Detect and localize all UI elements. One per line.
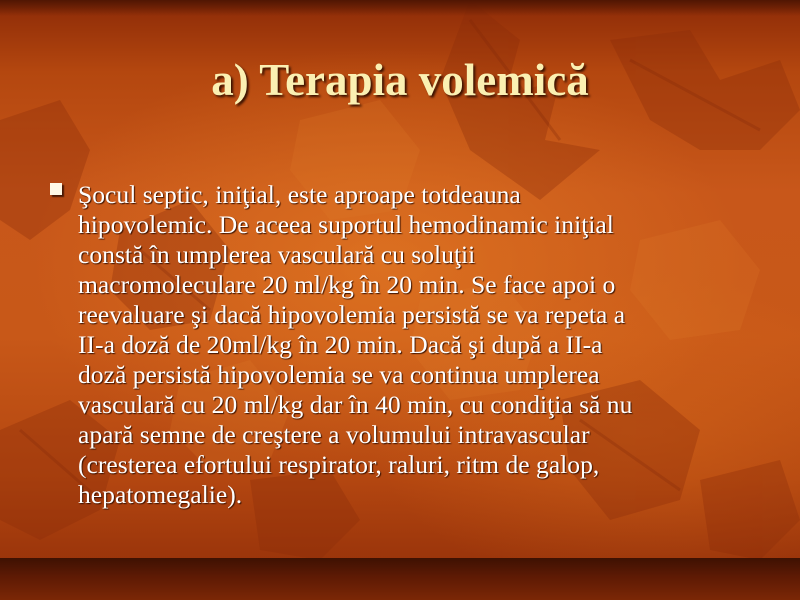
leaf-shape (250, 470, 360, 560)
body-text-line: (cresterea efortului respirator, raluri, ritm de galop, (78, 450, 600, 479)
body-text-line: doză persistă hipovolemia se va continua umplerea (78, 360, 600, 389)
body-text-line: reevaluare şi dacă hipovolemia persistă se va repeta a (78, 300, 626, 329)
body-text-line: macromoleculare 20 ml/kg în 20 min. Se face apoi o (78, 270, 616, 299)
body-text-line: II-a doză de 20ml/kg în 20 min. Dacă şi după a II-a (78, 330, 603, 359)
body-text-line: apară semne de creştere a volumului intravascular (78, 420, 590, 449)
leaf-shape (0, 100, 90, 240)
slide-title: a) Terapia volemică (211, 55, 589, 105)
body-text-line: constă în umplerea vasculară cu soluţii (78, 240, 476, 269)
body-text-line: Şocul septic, iniţial, este aproape totdeauna (78, 180, 521, 209)
body-text-line: hepatomegalie). (78, 480, 243, 509)
top-shade (0, 0, 800, 16)
body-text-line: vasculară cu 20 ml/kg dar în 40 min, cu condiţia să nu (78, 390, 633, 419)
bullet-marker (50, 183, 62, 195)
body-text-line: hipovolemic. De aceea suportul hemodinamic iniţial (78, 210, 614, 239)
bottom-band (0, 558, 800, 600)
leaf-shape (630, 220, 760, 340)
leaf-shape (700, 460, 800, 560)
